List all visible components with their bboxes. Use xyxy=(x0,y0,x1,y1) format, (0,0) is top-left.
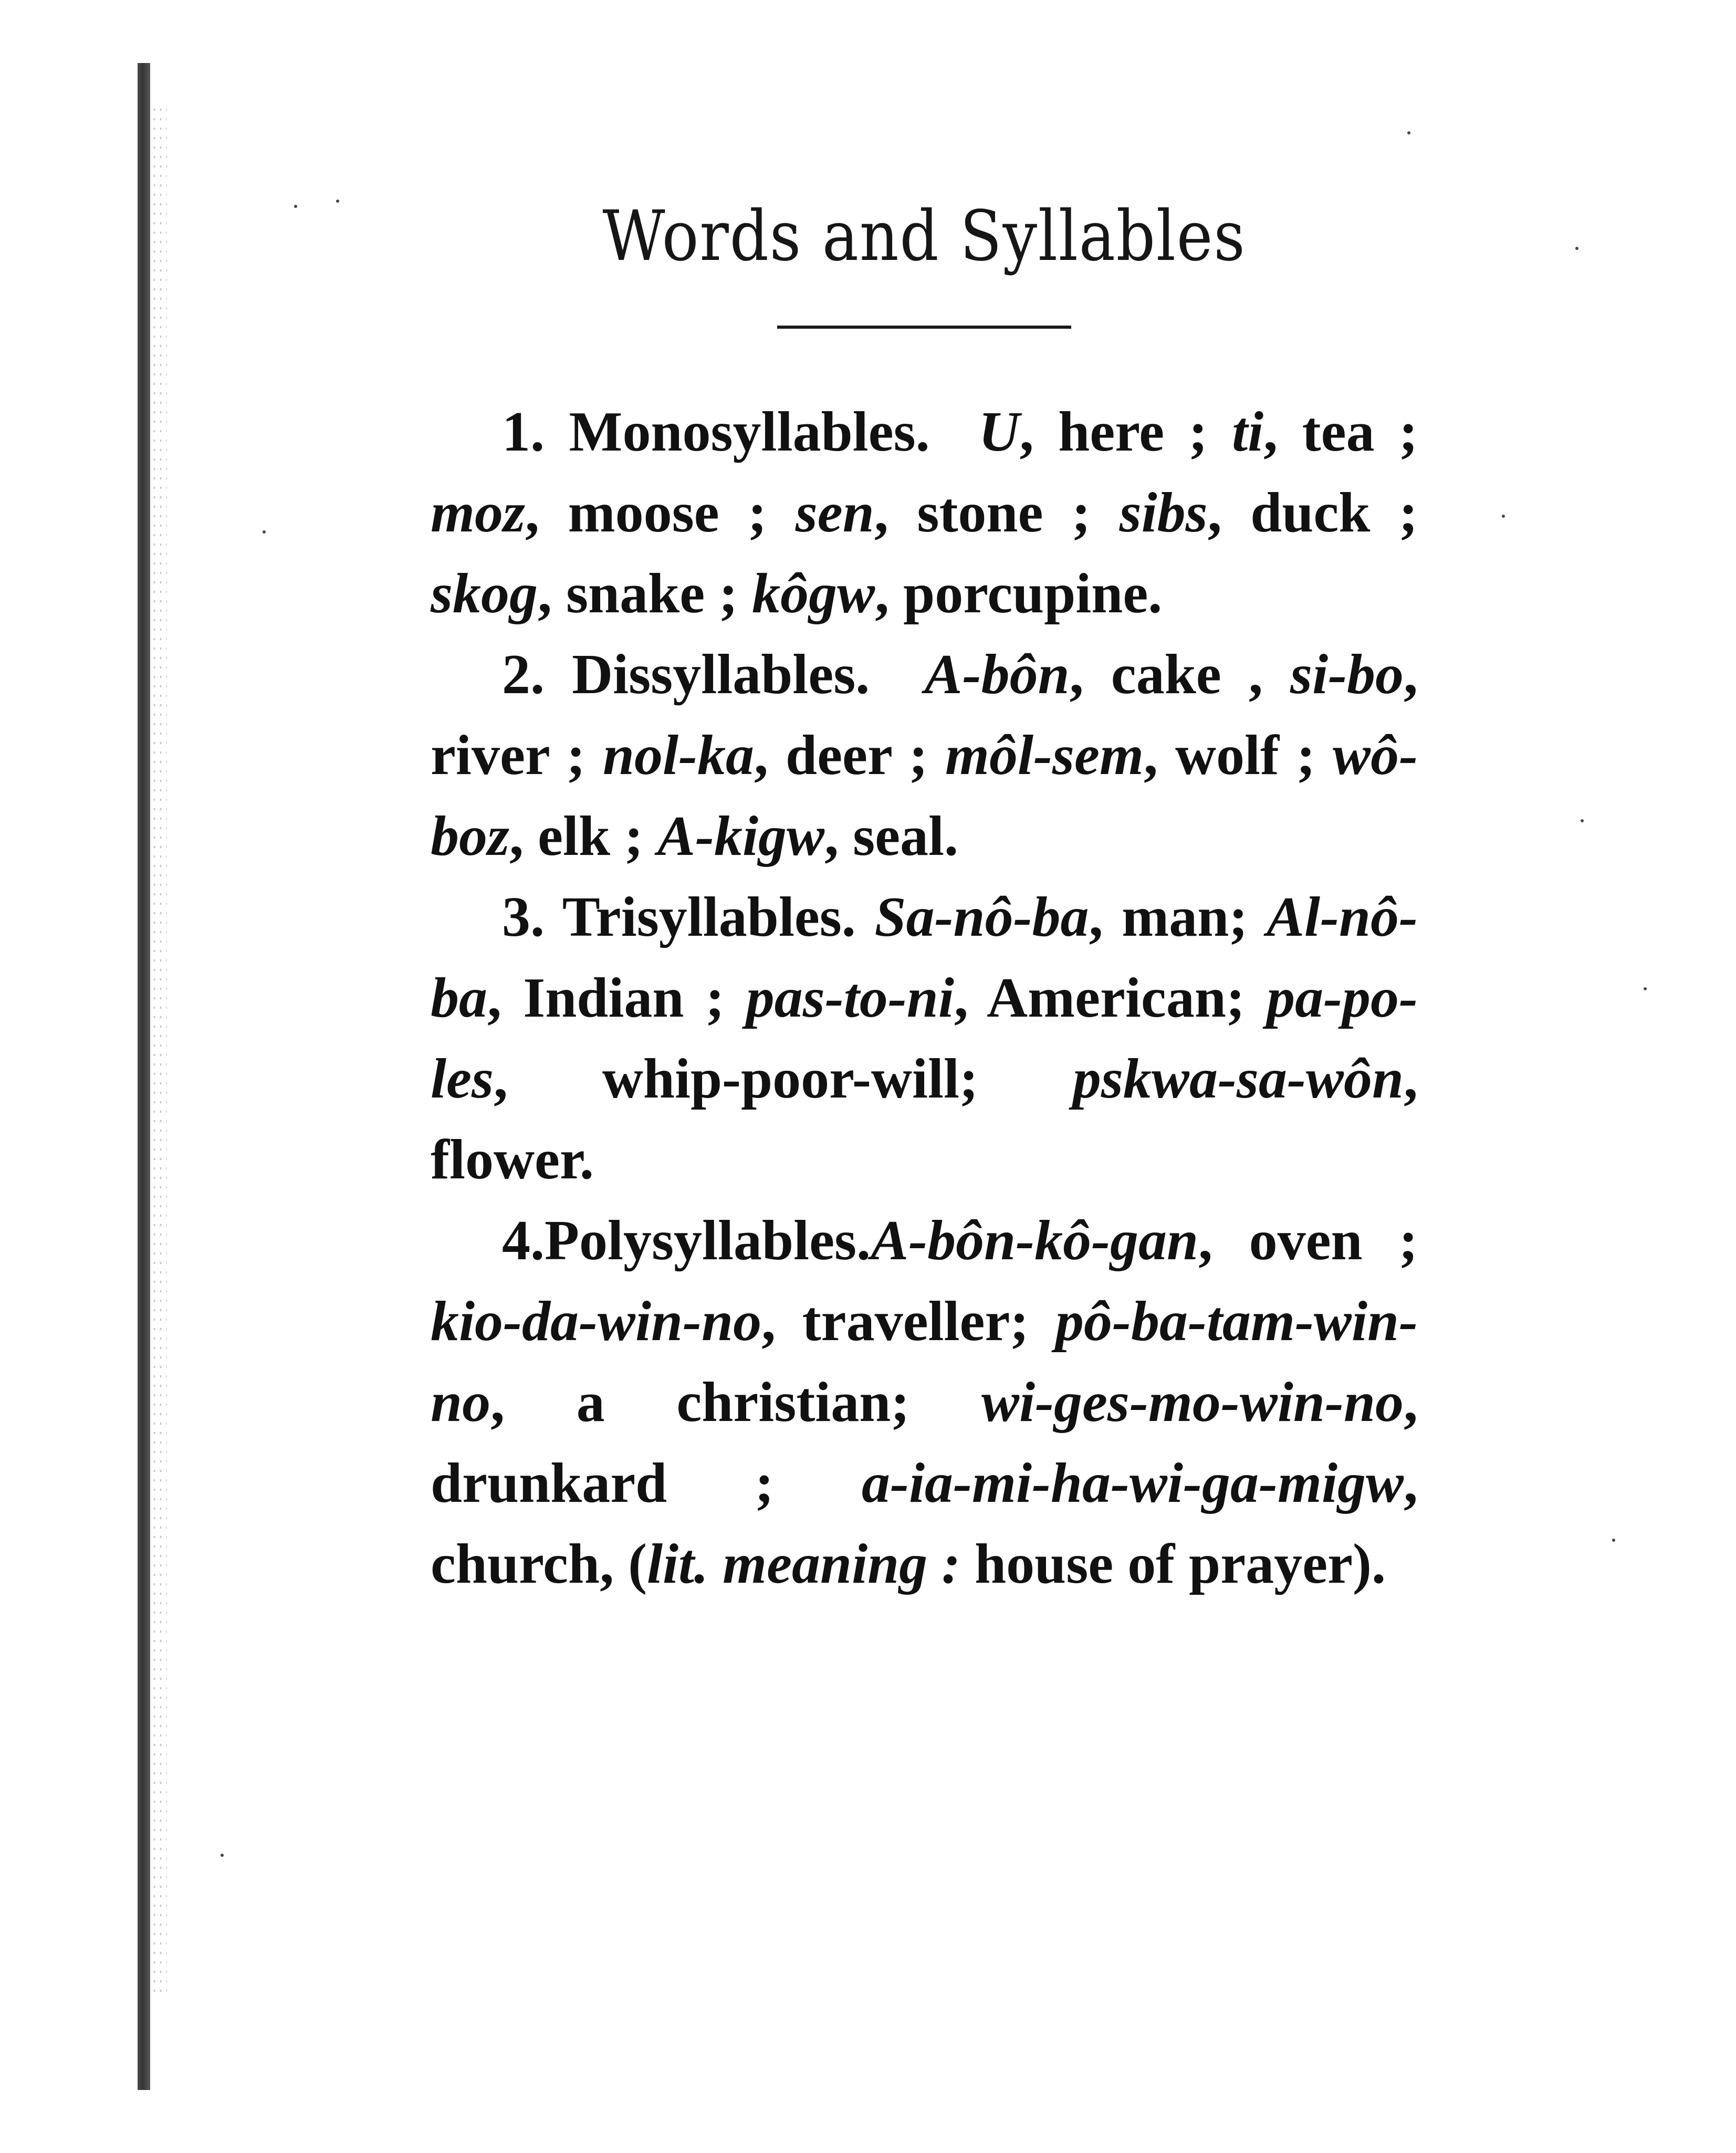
separator: ; xyxy=(1279,724,1315,787)
word: si-bo xyxy=(1290,643,1404,706)
gloss: duck xyxy=(1250,482,1371,544)
separator: ; xyxy=(891,724,928,787)
section-number: 1. xyxy=(502,401,545,463)
gloss: man xyxy=(1122,886,1229,948)
separator: , xyxy=(1221,643,1263,706)
word: a-ia-mi-ha-wi-ga-migw xyxy=(862,1452,1404,1514)
word: môl-sem xyxy=(945,724,1144,787)
word: pas-to-ni xyxy=(746,967,954,1029)
word: A-bôn xyxy=(924,643,1070,706)
gloss: here xyxy=(1058,401,1165,463)
word: sibs xyxy=(1119,482,1208,544)
word: sen xyxy=(795,482,874,544)
gloss: traveller xyxy=(802,1290,1010,1353)
separator: ; xyxy=(1229,886,1248,948)
separator: ; xyxy=(667,1452,774,1514)
word: Sa-nô-ba xyxy=(874,886,1089,948)
separator: . xyxy=(944,805,959,868)
separator: ; xyxy=(1370,482,1418,544)
separator: ; xyxy=(1374,401,1418,463)
gloss: flower xyxy=(431,1128,580,1191)
gloss: stone xyxy=(917,482,1043,544)
word: moz xyxy=(431,482,526,544)
separator: ; xyxy=(549,724,585,787)
word: A-kigw xyxy=(657,805,825,868)
section-polysyllables: 4.Polysyllables.A-bôn-kô-gan, oven ; kio-da-win-no, traveller; pô-ba-tam-win-no, a christian; wi-ges-mo-win-no, drunkard ; a-ia-mi-ha-wi-ga-migw, church, (lit. meaning : house of prayer). xyxy=(431,1200,1418,1605)
section-number: 3. xyxy=(502,886,545,948)
section-heading: Trisyllables. xyxy=(562,886,856,948)
word: kio-da-win-no xyxy=(431,1290,762,1353)
gloss: elk xyxy=(538,805,611,868)
scan-speck xyxy=(1581,819,1584,822)
scan-speckle xyxy=(151,105,167,1995)
gloss: deer xyxy=(786,724,892,787)
separator: . xyxy=(579,1128,594,1191)
section-dissyllables: 2. Dissyllables. A-bôn, cake , si-bo, river ; nol-ka, deer ; môl-sem, wolf ; wô-boz, elk ; A-kigw, seal. xyxy=(431,634,1418,877)
section-monosyllables: 1. Monosyllables. U, here ; ti, tea ; moz, moose ; sen, stone ; sibs, duck ; skog, snake ; kôgw, porcupine. xyxy=(431,392,1418,634)
separator: ; xyxy=(610,805,644,868)
gloss: seal xyxy=(853,805,945,868)
page-spine-shadow xyxy=(138,63,150,2090)
section-number: 4. xyxy=(502,1209,545,1272)
word: A-bôn-kô-gan xyxy=(871,1209,1199,1272)
separator: ; xyxy=(684,967,725,1029)
note-text: house of prayer xyxy=(975,1533,1353,1595)
section-heading: Monosyllables. xyxy=(569,401,930,463)
word: skog xyxy=(431,562,538,625)
word: pa-po-les xyxy=(431,967,1418,1110)
word: pô-ba-tam-win-no xyxy=(431,1290,1418,1434)
note-close: ). xyxy=(1353,1533,1386,1595)
gloss: wolf xyxy=(1175,724,1279,787)
scan-speck xyxy=(1407,131,1410,134)
word: wô-boz xyxy=(431,724,1418,868)
gloss: moose xyxy=(568,482,719,544)
gloss: Indian xyxy=(523,967,684,1029)
separator: ; xyxy=(705,562,738,625)
separator: ; xyxy=(1362,1209,1418,1272)
separator: . xyxy=(1148,562,1163,625)
word: kôgw xyxy=(752,562,875,625)
section-number: 2. xyxy=(502,643,545,706)
separator: ; xyxy=(719,482,767,544)
note-open: ( xyxy=(628,1533,647,1595)
scan-speck xyxy=(294,205,297,208)
scan-speck xyxy=(336,200,339,203)
gloss: a christian xyxy=(576,1371,891,1434)
separator: ; xyxy=(1043,482,1091,544)
gloss: drunkard xyxy=(431,1452,667,1514)
word: ti xyxy=(1232,401,1264,463)
separator: ; xyxy=(1164,401,1208,463)
word: U xyxy=(978,401,1020,463)
gloss: cake xyxy=(1111,643,1221,706)
gloss: oven xyxy=(1249,1209,1363,1272)
scan-speck xyxy=(1502,515,1505,518)
scan-speck xyxy=(1575,247,1578,250)
scan-speck xyxy=(1612,1539,1615,1542)
note-lit: lit. xyxy=(647,1533,709,1595)
gloss: American xyxy=(987,967,1226,1029)
scan-speck xyxy=(263,530,266,534)
scan-speck xyxy=(221,1854,224,1857)
gloss: church xyxy=(431,1533,600,1595)
page-title: Words and Syllables xyxy=(602,196,1246,277)
gloss: porcupine xyxy=(903,562,1148,625)
page-content xyxy=(431,189,1418,1605)
separator: , xyxy=(600,1533,614,1595)
word: pskwa-sa-wôn xyxy=(1072,1048,1404,1110)
word: nol-ka xyxy=(602,724,754,787)
section-heading: Dissyllables. xyxy=(572,643,870,706)
section-heading: Polysyllables. xyxy=(545,1209,871,1272)
gloss: tea xyxy=(1302,401,1375,463)
gloss: river xyxy=(431,724,549,787)
separator: ; xyxy=(959,1048,978,1110)
gloss: whip-poor-will xyxy=(602,1048,959,1110)
section-trisyllables: 3. Trisyllables. Sa-nô-ba, man; Al-nô-ba, Indian ; pas-to-ni, American; pa-po-les, whip-poor-will; pskwa-sa-wôn, flower. xyxy=(431,877,1418,1200)
separator: ; xyxy=(891,1371,910,1434)
word: wi-ges-mo-win-no xyxy=(981,1371,1404,1434)
separator: ; xyxy=(1226,967,1245,1029)
gloss: snake xyxy=(566,562,705,625)
title-rule xyxy=(777,326,1071,329)
note-meaning: meaning : xyxy=(723,1533,961,1595)
scan-speck xyxy=(1644,987,1647,990)
separator: ; xyxy=(1010,1290,1029,1353)
word: Al-nô-ba xyxy=(431,886,1418,1029)
